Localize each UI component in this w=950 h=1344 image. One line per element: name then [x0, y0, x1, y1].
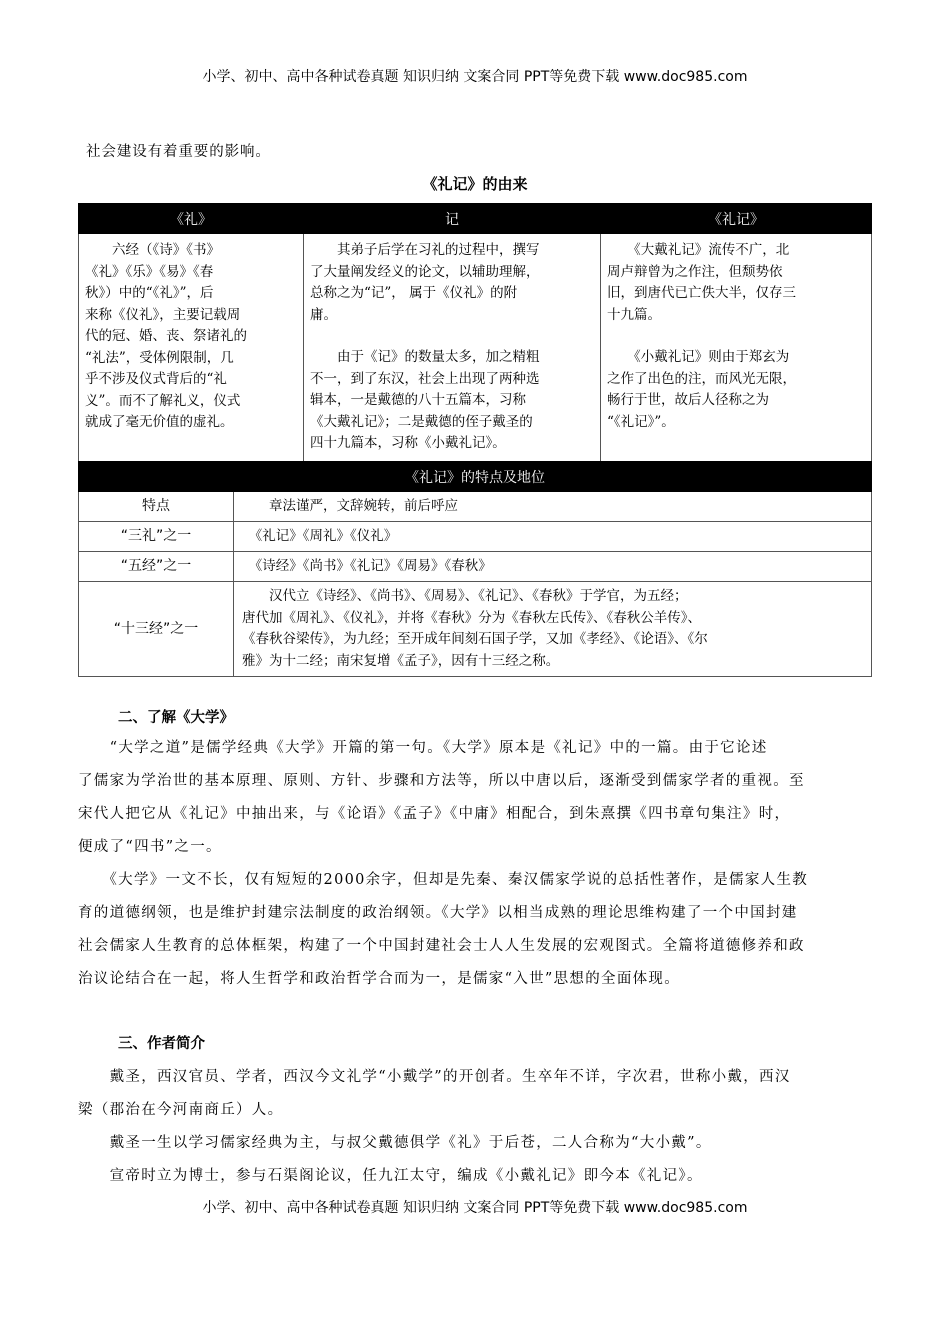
paragraph-line: 了儒家为学治世的基本原理、原则、方针、步骤和方法等，所以中唐以后，逐渐受到儒家学者的重视。至 — [78, 773, 805, 789]
cell-line: 六经（《诗》《书》 — [85, 242, 220, 258]
features-row-value — [234, 522, 872, 552]
value-line: 唐代加《周礼》、《仪礼》，并将《春秋》分为《春秋左氏传》、《春秋公羊传》、 — [242, 609, 701, 626]
paragraph-gap — [310, 326, 594, 347]
features-row-label: “五经”之一 — [79, 552, 234, 582]
cell-line: 其弟子后学在习礼的过程中，撰写 — [310, 242, 540, 258]
cell-line: 周卢辩曾为之作注，但颓势依 — [607, 263, 783, 280]
cell-line: 总称之为“记”， 属于《仪礼》的附 — [310, 285, 518, 301]
features-row — [79, 582, 872, 677]
section2-body — [78, 732, 873, 996]
value-line: 汉代立《诗经》、《尚书》、《周易》、《礼记》、《春秋》于学官，为五经； — [242, 588, 688, 604]
features-table — [78, 461, 872, 677]
cell-line: 代的冠、婚、丧、祭诸礼的 — [85, 328, 247, 344]
paragraph-line: 宋代人把它从《礼记》中抽出来，与《论语》《孟子》《中庸》相配合，到朱熹撰《四书章句集注》时， — [78, 806, 791, 822]
cell-line: 之作了出色的注，而风光无限， — [607, 370, 796, 387]
features-row-value — [234, 582, 872, 677]
cell-line: 畅行于世，故后人径称之为 — [607, 392, 769, 408]
features-row-label: “三礼”之一 — [79, 522, 234, 552]
features-header: 《礼记》的特点及地位 — [79, 462, 872, 492]
cell-line: “礼法”，受体例限制，几 — [85, 349, 234, 366]
value-line: 雅》为十二经；南宋复增《孟子》，因有十三经之称。 — [242, 652, 560, 669]
cell-line: 义”。而不了解礼义，仪式 — [85, 392, 241, 409]
origin-header-ji: 记 — [304, 204, 601, 234]
value-line: 《诗经》《尚书》《礼记》《周易》《春秋》 — [242, 558, 492, 574]
cell-line: “《礼记》”。 — [607, 413, 675, 430]
intro-text: 社会建设有着重要的影响。 — [86, 144, 271, 160]
origin-header-li: 《礼》 — [79, 204, 304, 234]
footer-banner: 小学、初中、高中各种试卷真题 知识归纳 文案合同 PPT等免费下载 www.doc985.com — [202, 1200, 748, 1216]
cell-line: 就成了毫无价值的虚礼。 — [85, 414, 234, 430]
section2-heading: 二、了解《大学》 — [118, 709, 234, 726]
cell-line: 十九篇。 — [607, 306, 661, 323]
table1-title: 《礼记》的由来 — [422, 175, 528, 193]
cell-line: 旧，到唐代已亡佚大半，仅存三 — [607, 285, 796, 301]
origin-cell-ji — [304, 234, 601, 462]
features-row-value — [234, 552, 872, 582]
features-row — [79, 552, 872, 582]
cell-line: 四十九篇本，习称《小戴礼记》。 — [310, 435, 506, 451]
features-row-label: “十三经”之一 — [79, 582, 234, 677]
cell-line: 《大戴礼记》；二是戴德的侄子戴圣的 — [310, 413, 533, 430]
cell-line: 不一，到了东汉，社会上出现了两种选 — [310, 370, 540, 387]
paragraph-gap — [607, 326, 865, 347]
cell-line: 由于《记》的数量太多，加之精粗 — [310, 349, 540, 365]
origin-table — [78, 203, 872, 462]
value-line: 章法谨严，文辞婉转，前后呼应 — [242, 498, 458, 514]
cell-line: 辑本，一是戴德的八十五篇本，习称 — [310, 392, 526, 408]
paragraph-line: 戴圣一生以学习儒家经典为主，与叔父戴德俱学《礼》于后苍，二人合称为“大小戴”。 — [78, 1135, 712, 1151]
cell-line: 了大量阐发经义的论文，以辅助理解， — [310, 263, 540, 280]
cell-line: 《大戴礼记》流传不广，北 — [607, 242, 790, 258]
value-line: 《春秋谷梁传》，为九经；至开成年间刻石国子学，又加《孝经》、《论语》、《尔 — [242, 631, 708, 647]
cell-line: 来称《仪礼》，主要记载周 — [85, 306, 241, 323]
paragraph-line: 便成了“四书”之一。 — [78, 839, 222, 855]
section3-heading: 三、作者简介 — [118, 1035, 205, 1052]
paragraph-line: 宣帝时立为博士，参与石渠阁论议，任九江太守，编成《小戴礼记》即今本《礼记》。 — [78, 1168, 703, 1184]
origin-cell-li — [79, 234, 304, 462]
cell-line: 乎不涉及仪式背后的“礼 — [85, 371, 227, 387]
features-row — [79, 522, 872, 552]
origin-header-liji: 《礼记》 — [601, 204, 872, 234]
cell-line: 秋》）中的“《礼》”，后 — [85, 285, 214, 301]
features-row — [79, 492, 872, 522]
cell-line: 《小戴礼记》则由于郑玄为 — [607, 349, 790, 365]
section3-body — [78, 1061, 873, 1193]
cell-line: 庸。 — [310, 306, 337, 323]
features-row-value — [234, 492, 872, 522]
paragraph-line: 育的道德纲领，也是维护封建宗法制度的政治纲领。《大学》以相当成熟的理论思维构建了一个中国封建 — [78, 905, 798, 921]
paragraph-line: “大学之道”是儒学经典《大学》开篇的第一句。《大学》原本是《礼记》中的一篇。由于它论述 — [78, 740, 768, 756]
paragraph-line: 梁（郡治在今河南商丘）人。 — [78, 1102, 284, 1118]
paragraph-line: 戴圣，西汉官员、学者，西汉今文礼学“小戴学”的开创者。生卒年不详，字次君，世称小戴，西汉 — [78, 1069, 791, 1085]
paragraph-line: 社会儒家人生教育的总体框架，构建了一个中国封建社会士人人生发展的宏观图式。全篇将道德修养和政 — [78, 938, 805, 954]
features-row-label: 特点 — [79, 492, 234, 522]
header-banner: 小学、初中、高中各种试卷真题 知识归纳 文案合同 PPT等免费下载 www.doc985.com — [202, 69, 748, 85]
value-line: 《礼记》《周礼》《仪礼》 — [242, 528, 398, 544]
cell-line: 《礼》《乐》《易》《春 — [85, 263, 214, 280]
paragraph-line: 《大学》一文不长，仅有短短的2000余字，但却是先秦、秦汉儒家学说的总括性著作，是儒家人生教 — [78, 872, 809, 888]
origin-cell-liji — [601, 234, 872, 462]
paragraph-line: 治议论结合在一起，将人生哲学和政治哲学合而为一，是儒家“入世”思想的全面体现。 — [78, 971, 681, 987]
